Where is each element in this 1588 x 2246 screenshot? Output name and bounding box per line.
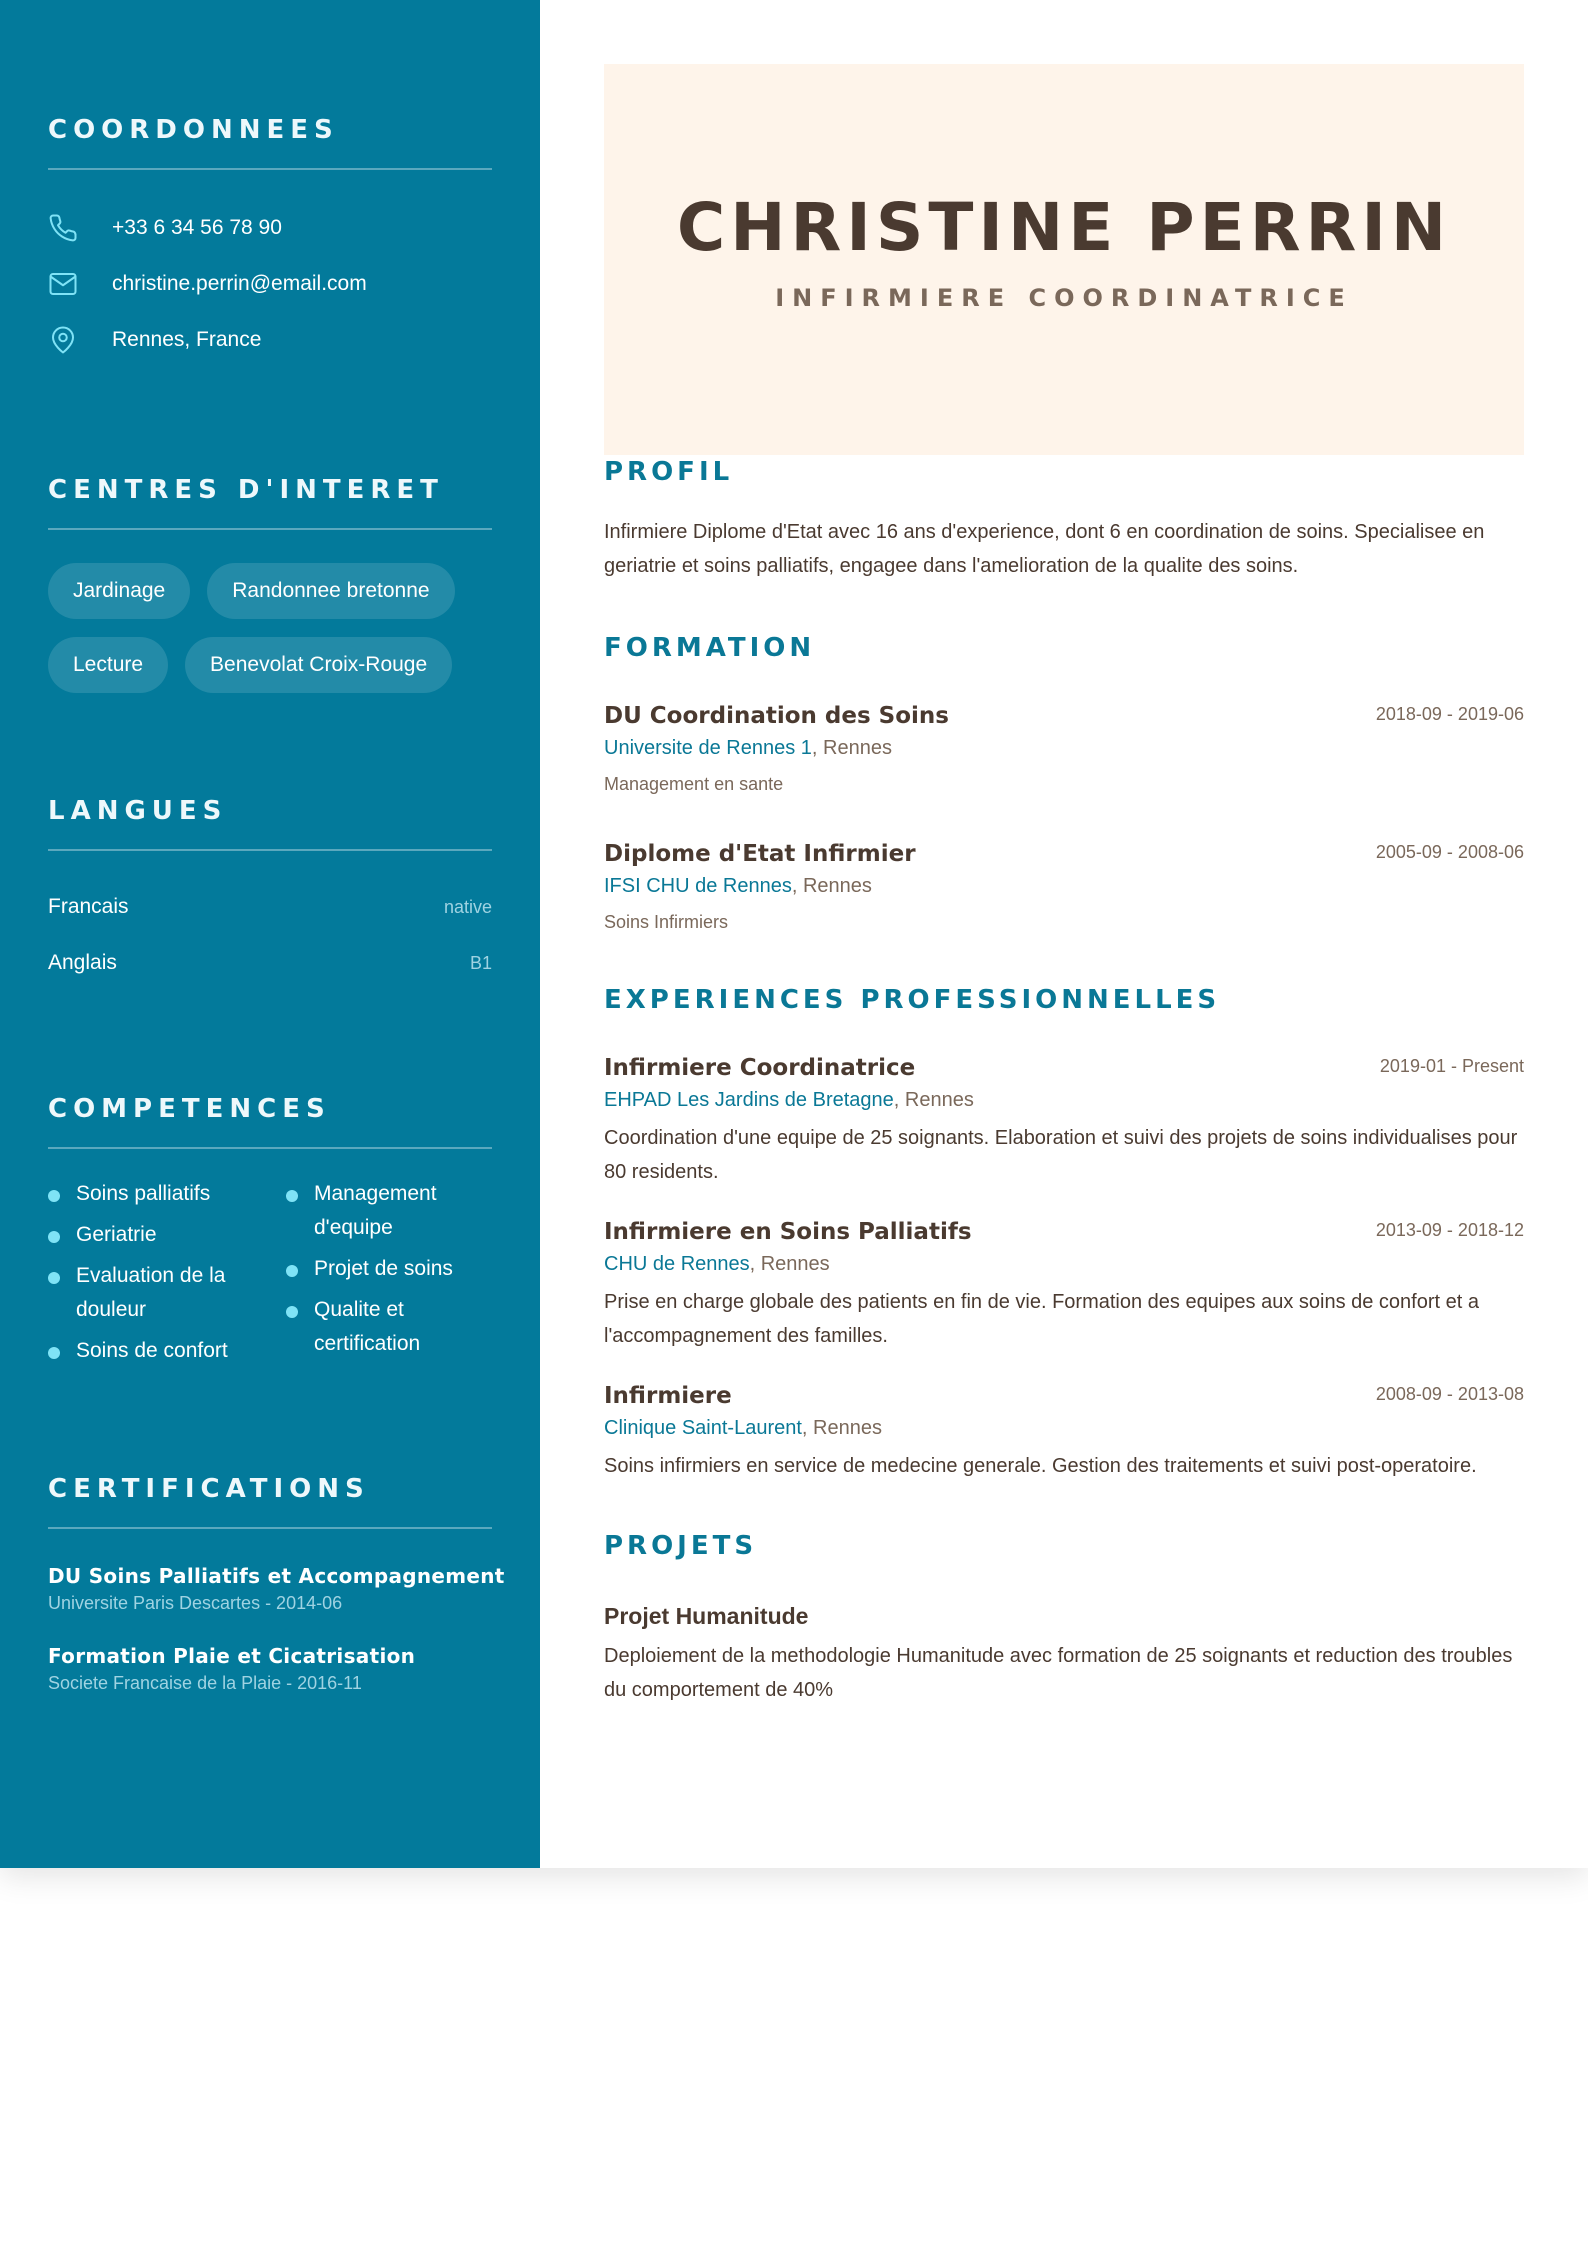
bullet-icon [286,1306,298,1318]
phone-icon [48,213,78,243]
interest-chips [48,563,492,693]
degree-title: DU Coordination des Soins [604,703,949,729]
experience-entry [604,1379,1524,1483]
education-entry [604,837,1524,935]
experience-entry [604,1215,1524,1353]
job-role: Infirmiere [604,1383,732,1409]
language-level: native [443,896,492,917]
divider [48,168,492,170]
profile-heading: PROFIL [604,457,734,487]
institution [604,733,1524,763]
employer-name: Clinique Saint-Laurent [604,1417,802,1439]
date-range: 2013-09 - 2018-12 [1375,1220,1524,1240]
education-section [604,631,1524,935]
language-row [48,935,492,991]
language-name: Anglais [48,951,117,974]
phone-text[interactable]: +33 6 34 56 78 90 [112,216,282,239]
skills-column [48,1177,286,1375]
employer-location: , Rennes [801,1417,882,1439]
profile-text: Infirmiere Diplome d'Etat avec 16 ans d'experience, dont 6 en coordination de soins. Specialisee en geriatrie et soins palliatifs, engagee dans l'amelioration de la qualite des soins. [604,521,1485,577]
employer-name: EHPAD Les Jardins de Bretagne [604,1089,894,1111]
main-content [540,0,1588,1868]
skill-label: Qualite et certification [314,1298,421,1355]
institution-location: , Rennes [791,875,872,897]
bullet-icon [286,1190,298,1202]
skill-label: Soins palliatifs [76,1182,211,1205]
interests-heading: CENTRES D'INTERET [48,475,444,505]
divider [48,1527,492,1529]
skill-item [48,1177,286,1211]
certification-item [48,1643,492,1695]
date-range: 2005-09 - 2008-06 [1375,842,1524,862]
sidebar [0,0,540,1868]
skill-label: Geriatrie [76,1223,157,1246]
interests-section [48,472,492,693]
interest-chip: Lecture [48,637,168,693]
skill-item [286,1293,492,1361]
certification-title: DU Soins Palliatifs et Accompagnement [48,1564,505,1588]
bullet-icon [48,1347,60,1359]
education-heading: FORMATION [604,633,816,663]
certifications-heading: CERTIFICATIONS [48,1474,370,1504]
institution-name: IFSI CHU de Rennes [604,875,792,897]
bullet-icon [286,1265,298,1277]
certification-issuer: Universite Paris Descartes - 2014-06 [48,1593,343,1613]
field-of-study: Management en sante [604,774,784,794]
skill-label: Evaluation de la douleur [76,1264,226,1321]
job-title: INFIRMIERE COORDINATRICE [775,283,1353,312]
skills-heading: COMPETENCES [48,1094,331,1124]
languages-section [48,793,492,991]
employer-location: , Rennes [893,1089,974,1111]
profile-section [604,455,1524,583]
date-range: 2019-01 - Present [1379,1056,1524,1076]
skills-list [48,1177,492,1375]
date-range: 2008-09 - 2013-08 [1375,1384,1524,1404]
project-entry [604,1599,1524,1707]
project-title: Projet Humanitude [604,1603,809,1629]
interest-chip: Benevolat Croix-Rouge [185,637,452,693]
contact-heading: COORDONNEES [48,115,339,145]
contact-email [48,256,492,312]
skills-section [48,1091,492,1375]
bullet-icon [48,1190,60,1202]
skill-label: Projet de soins [314,1257,453,1280]
certifications-section [48,1471,505,1695]
employer [604,1249,1524,1279]
bullet-icon [48,1272,60,1284]
institution-location: , Rennes [811,737,892,759]
language-row [48,879,492,935]
experience-list [604,1051,1524,1483]
field-of-study: Soins Infirmiers [604,912,729,932]
institution-name: Universite de Rennes 1 [604,737,812,759]
skill-item [48,1218,286,1252]
bullet-icon [48,1231,60,1243]
education-entry [604,699,1524,797]
experience-entry [604,1051,1524,1189]
certification-item [48,1563,505,1615]
language-list [48,879,492,991]
header-banner [604,64,1524,455]
certification-title: Formation Plaie et Cicatrisation [48,1644,416,1668]
language-level: B1 [469,952,492,973]
employer [604,1085,1524,1115]
interest-chip: Randonnee bretonne [207,563,454,619]
projects-section [604,1529,1524,1707]
employer-location: , Rennes [749,1253,830,1275]
contact-phone [48,200,492,256]
date-range: 2018-09 - 2019-06 [1375,704,1524,724]
job-description: Soins infirmiers en service de medecine generale. Gestion des traitements et suivi post-operatoire. [604,1455,1477,1477]
project-description: Deploiement de la methodologie Humanitude avec formation de 25 soignants et reduction des troubles du comportement de 40% [604,1645,1513,1701]
experience-heading: EXPERIENCES PROFESSIONNELLES [604,985,1221,1015]
email-text[interactable]: christine.perrin@email.com [112,272,367,295]
skill-item [286,1252,492,1286]
location-text: Rennes, France [112,328,262,351]
skill-label: Management d'equipe [314,1182,437,1239]
job-role: Infirmiere en Soins Palliatifs [604,1219,972,1245]
skill-label: Soins de confort [76,1339,228,1362]
job-role: Infirmiere Coordinatrice [604,1055,916,1081]
skill-item [48,1334,286,1368]
languages-heading: LANGUES [48,796,228,826]
job-description: Prise en charge globale des patients en fin de vie. Formation des equipes aux soins de confort et a l'accompagnement des familles. [604,1291,1479,1347]
education-list [604,699,1524,935]
degree-title: Diplome d'Etat Infirmier [604,841,916,867]
experience-section [604,983,1524,1483]
skill-item [48,1259,286,1327]
language-name: Francais [48,895,129,918]
contact-location [48,312,492,368]
institution [604,871,1524,901]
skill-item [286,1177,492,1245]
divider [48,528,492,530]
divider [48,849,492,851]
candidate-name: CHRISTINE PERRIN [676,188,1452,266]
skills-column [286,1177,492,1375]
job-description: Coordination d'une equipe de 25 soignants. Elaboration et suivi des projets de soins individualises pour 80 residents. [604,1127,1518,1183]
location-pin-icon [48,325,78,355]
divider [48,1147,492,1149]
contact-list [48,200,492,368]
interest-chip: Jardinage [48,563,190,619]
projects-heading: PROJETS [604,1531,758,1561]
certification-issuer: Societe Francaise de la Plaie - 2016-11 [48,1673,362,1693]
contact-section [48,112,492,368]
employer [604,1413,1524,1443]
employer-name: CHU de Rennes [604,1253,750,1275]
mail-icon [48,269,78,299]
